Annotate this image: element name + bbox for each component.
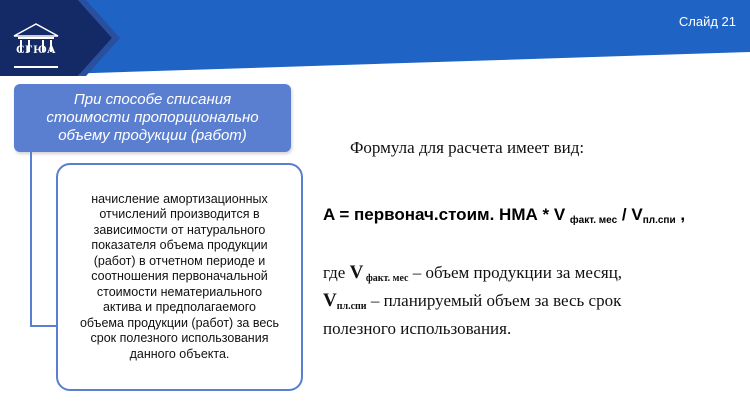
explanation-line — [323, 318, 723, 340]
logo-text: СГЮА — [15, 42, 57, 56]
formula-end: , — [675, 205, 686, 224]
slide-number: Слайд 21 — [678, 14, 736, 29]
variable-subscript: пл.спи — [336, 301, 367, 312]
formula — [323, 205, 685, 226]
connector-line — [30, 152, 32, 326]
formula-lhs: A = первонач.стоим. НМА * V — [323, 205, 570, 224]
description-box — [56, 163, 303, 391]
explanation-text: полезного использования. — [323, 319, 512, 338]
description-text: начисление амортизационных отчислений производится в зависимости от натурального показателя объема продукции (работ) в отчетном периоде и соотношения первоначальной стоимости нематериального актива и предполагаемого объема продукции (работ) за весь срок полезного использования данного объекта. — [79, 191, 280, 361]
method-title: При способе списания стоимости пропорционально объему продукции (работ) — [46, 91, 259, 144]
variable-v: V — [349, 262, 364, 283]
formula-explanation — [323, 262, 723, 340]
formula-division: / V — [617, 205, 643, 224]
formula-intro: Формула для расчета имеет вид: — [350, 138, 585, 157]
explanation-line — [323, 262, 723, 290]
variable-subscript: факт. мес — [363, 273, 409, 284]
variable-v: V — [323, 290, 337, 311]
explanation-text: – планируемый объем за весь срок — [366, 291, 622, 310]
explanation-line — [323, 290, 723, 318]
explanation-prefix: где — [323, 263, 350, 282]
explanation-text: – объем продукции за месяц, — [408, 263, 623, 282]
formula-subscript: факт. мес — [569, 215, 618, 226]
header-band — [0, 0, 750, 76]
method-title-box — [14, 84, 291, 152]
formula-subscript: пл.спи — [642, 215, 676, 226]
connector-line — [30, 325, 56, 327]
